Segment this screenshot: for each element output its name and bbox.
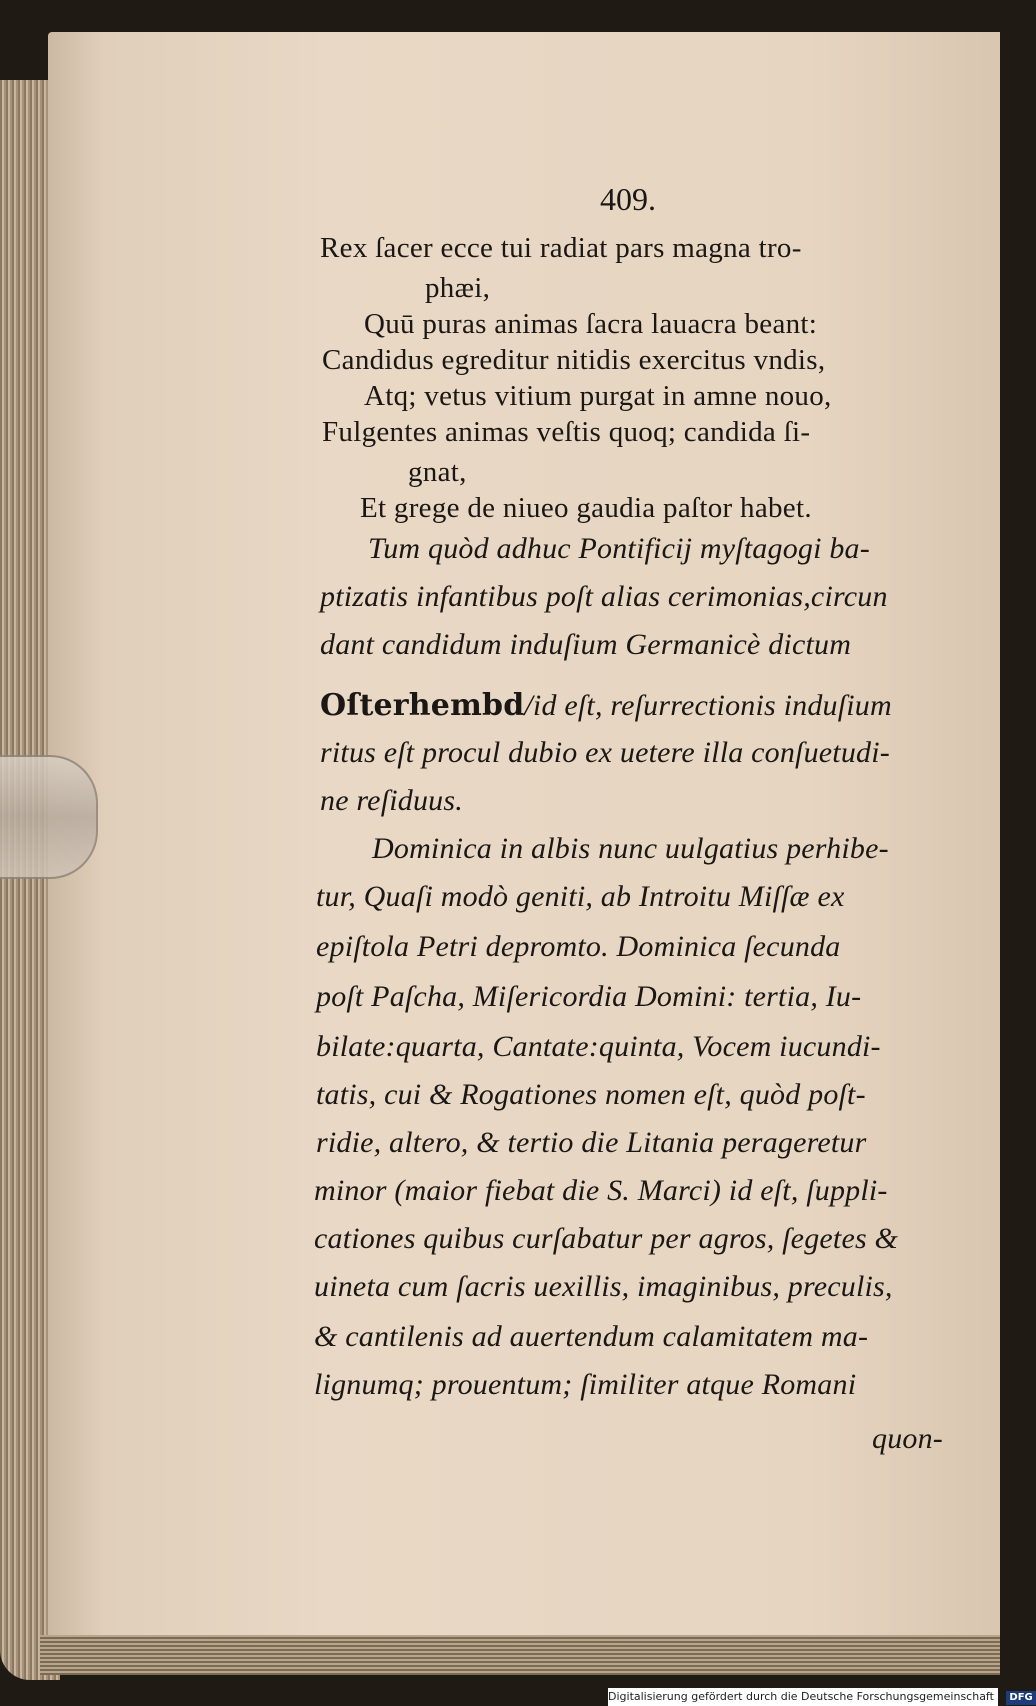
prose-line: ne reſiduus. [320, 784, 463, 817]
prose-line: bilate:quarta, Cantate:quinta, Vocem iucundi‑ [316, 1030, 881, 1063]
verse-line: gnat, [408, 456, 467, 488]
prose-line: tatis, cui & Rogationes nomen eſt, quòd poſt‑ [316, 1078, 866, 1111]
prose-line: & cantilenis ad auertendum calamitatem ma‑ [314, 1320, 869, 1353]
prose-line: epiſtola Petri depromto. Dominica ſecunda [316, 930, 841, 963]
verse-line: Atq; vetus vitium purgat in amne nouo, [364, 380, 832, 412]
page-clip [0, 755, 98, 879]
prose-line: minor (maior fiebat die S. Marci) id eſt, ſuppli‑ [314, 1174, 888, 1207]
catchword: quon‑ [872, 1422, 943, 1455]
page-number: 409. [600, 181, 656, 217]
verse-line: Candidus egreditur nitidis exercitus vndis, [322, 344, 826, 376]
prose-line: ridie, altero, & tertio die Litania perageretur [316, 1126, 867, 1159]
prose-line: Dominica in albis nunc uulgatius perhibe‑ [372, 832, 889, 865]
footer-text: Digitalisierung gefördert durch die Deutsche Forschungsgemeinschaft · [608, 1690, 1001, 1703]
prose-line: ritus eſt procul dubio ex uetere illa conſuetudi‑ [320, 736, 890, 769]
verse-line: Et grege de niueo gaudia paſtor habet. [360, 492, 812, 524]
blackletter-word: Oſterhembd [320, 688, 525, 723]
dfg-logo: DFG [1006, 1691, 1035, 1705]
prose-line: cationes quibus curſabatur per agros, ſegetes & [314, 1222, 899, 1255]
verse-line: Fulgentes animas veſtis quoq; candida ſi‑ [322, 416, 811, 448]
digitization-footer [608, 1688, 1033, 1706]
prose-line: uineta cum ſacris uexillis, imaginibus, preculis, [314, 1270, 893, 1303]
page-edges-bottom [40, 1635, 1000, 1675]
prose-line: dant candidum induſium Germanicè dictum [320, 628, 852, 661]
verse-line: Quū puras animas ſacra lauacra beant: [364, 308, 818, 340]
verse-line: phæi, [425, 272, 491, 304]
prose-line-with-blackletter: Oſterhembd/id eſt, reſurrectionis induſium [320, 688, 892, 723]
prose-line: ptizatis infantibus poſt alias cerimonias,circun [320, 580, 888, 613]
prose-line: tur, Quaſi modò geniti, ab Introitu Miſſæ ex [316, 880, 845, 913]
verse-line: Rex ſacer ecce tui radiat pars magna tro‑ [320, 232, 802, 264]
prose-line: poſt Paſcha, Miſericordia Domini: tertia, Iu‑ [316, 980, 862, 1013]
prose-line: Tum quòd adhuc Pontificij myſtagogi ba‑ [368, 532, 870, 565]
prose-line: lignumq; prouentum; ſimiliter atque Romani [314, 1368, 857, 1401]
